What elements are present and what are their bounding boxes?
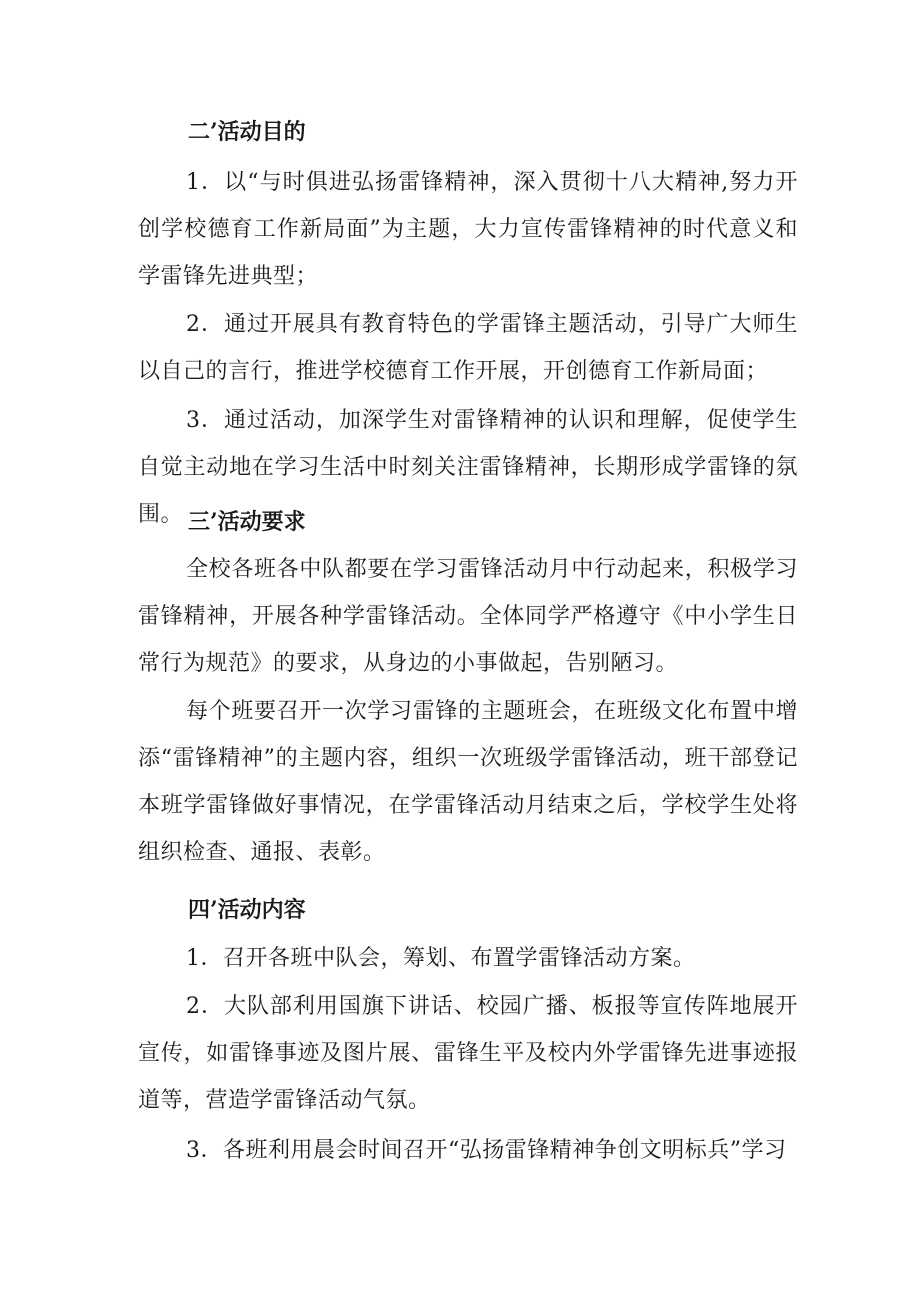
purpose-item-1: 1．以“与时俱进弘扬雷锋精神，深入贯彻十八大精神,努力开创学校德育工作新局面”为主题，大力宣传雷锋精神的时代意义和学雷锋先进典型； <box>138 170 798 289</box>
content-item-2: 2．大队部利用国旗下讲话、校园广播、板报等宣传阵地展开宣传，如雷锋事迹及图片展、雷锋生平及校内外学雷锋先进事迹报道等，营造学雷锋活动气氛。 <box>138 994 798 1113</box>
section-heading-requirements: 三’活动要求 <box>188 509 306 535</box>
purpose-item-3: 3．通过活动，加深学生对雷锋精神的认识和理解，促使学生自觉主动地在学习生活中时刻关注雷锋精神，长期形成学雷锋的氛围。 <box>138 408 798 527</box>
requirements-paragraph-2: 每个班要召开一次学习雷锋的主题班会，在班级文化布置中增添“雷锋精神”的主题内容，组织一次班级学雷锋活动，班干部登记本班学雷锋做好事情况，在学雷锋活动月结束之后，学校学生处将组织检查、通报、表彰。 <box>138 699 798 865</box>
content-item-3: 3．各班利用晨会时间召开“弘扬雷锋精神争创文明标兵”学习 <box>186 1138 787 1163</box>
section-heading-purpose: 二’活动目的 <box>188 119 306 145</box>
section-heading-content: 四’活动内容 <box>188 897 306 923</box>
content-item-1: 1．召开各班中队会，筹划、布置学雷锋活动方案。 <box>186 946 696 971</box>
purpose-item-2: 2．通过开展具有教育特色的学雷锋主题活动，引导广大师生以自己的言行，推进学校德育工作开展，开创德育工作新局面； <box>138 312 798 384</box>
requirements-paragraph-1: 全校各班各中队都要在学习雷锋活动月中行动起来，积极学习雷锋精神，开展各种学雷锋活动。全体同学严格遵守《中小学生日常行为规范》的要求，从身边的小事做起，告别陋习。 <box>138 557 798 676</box>
